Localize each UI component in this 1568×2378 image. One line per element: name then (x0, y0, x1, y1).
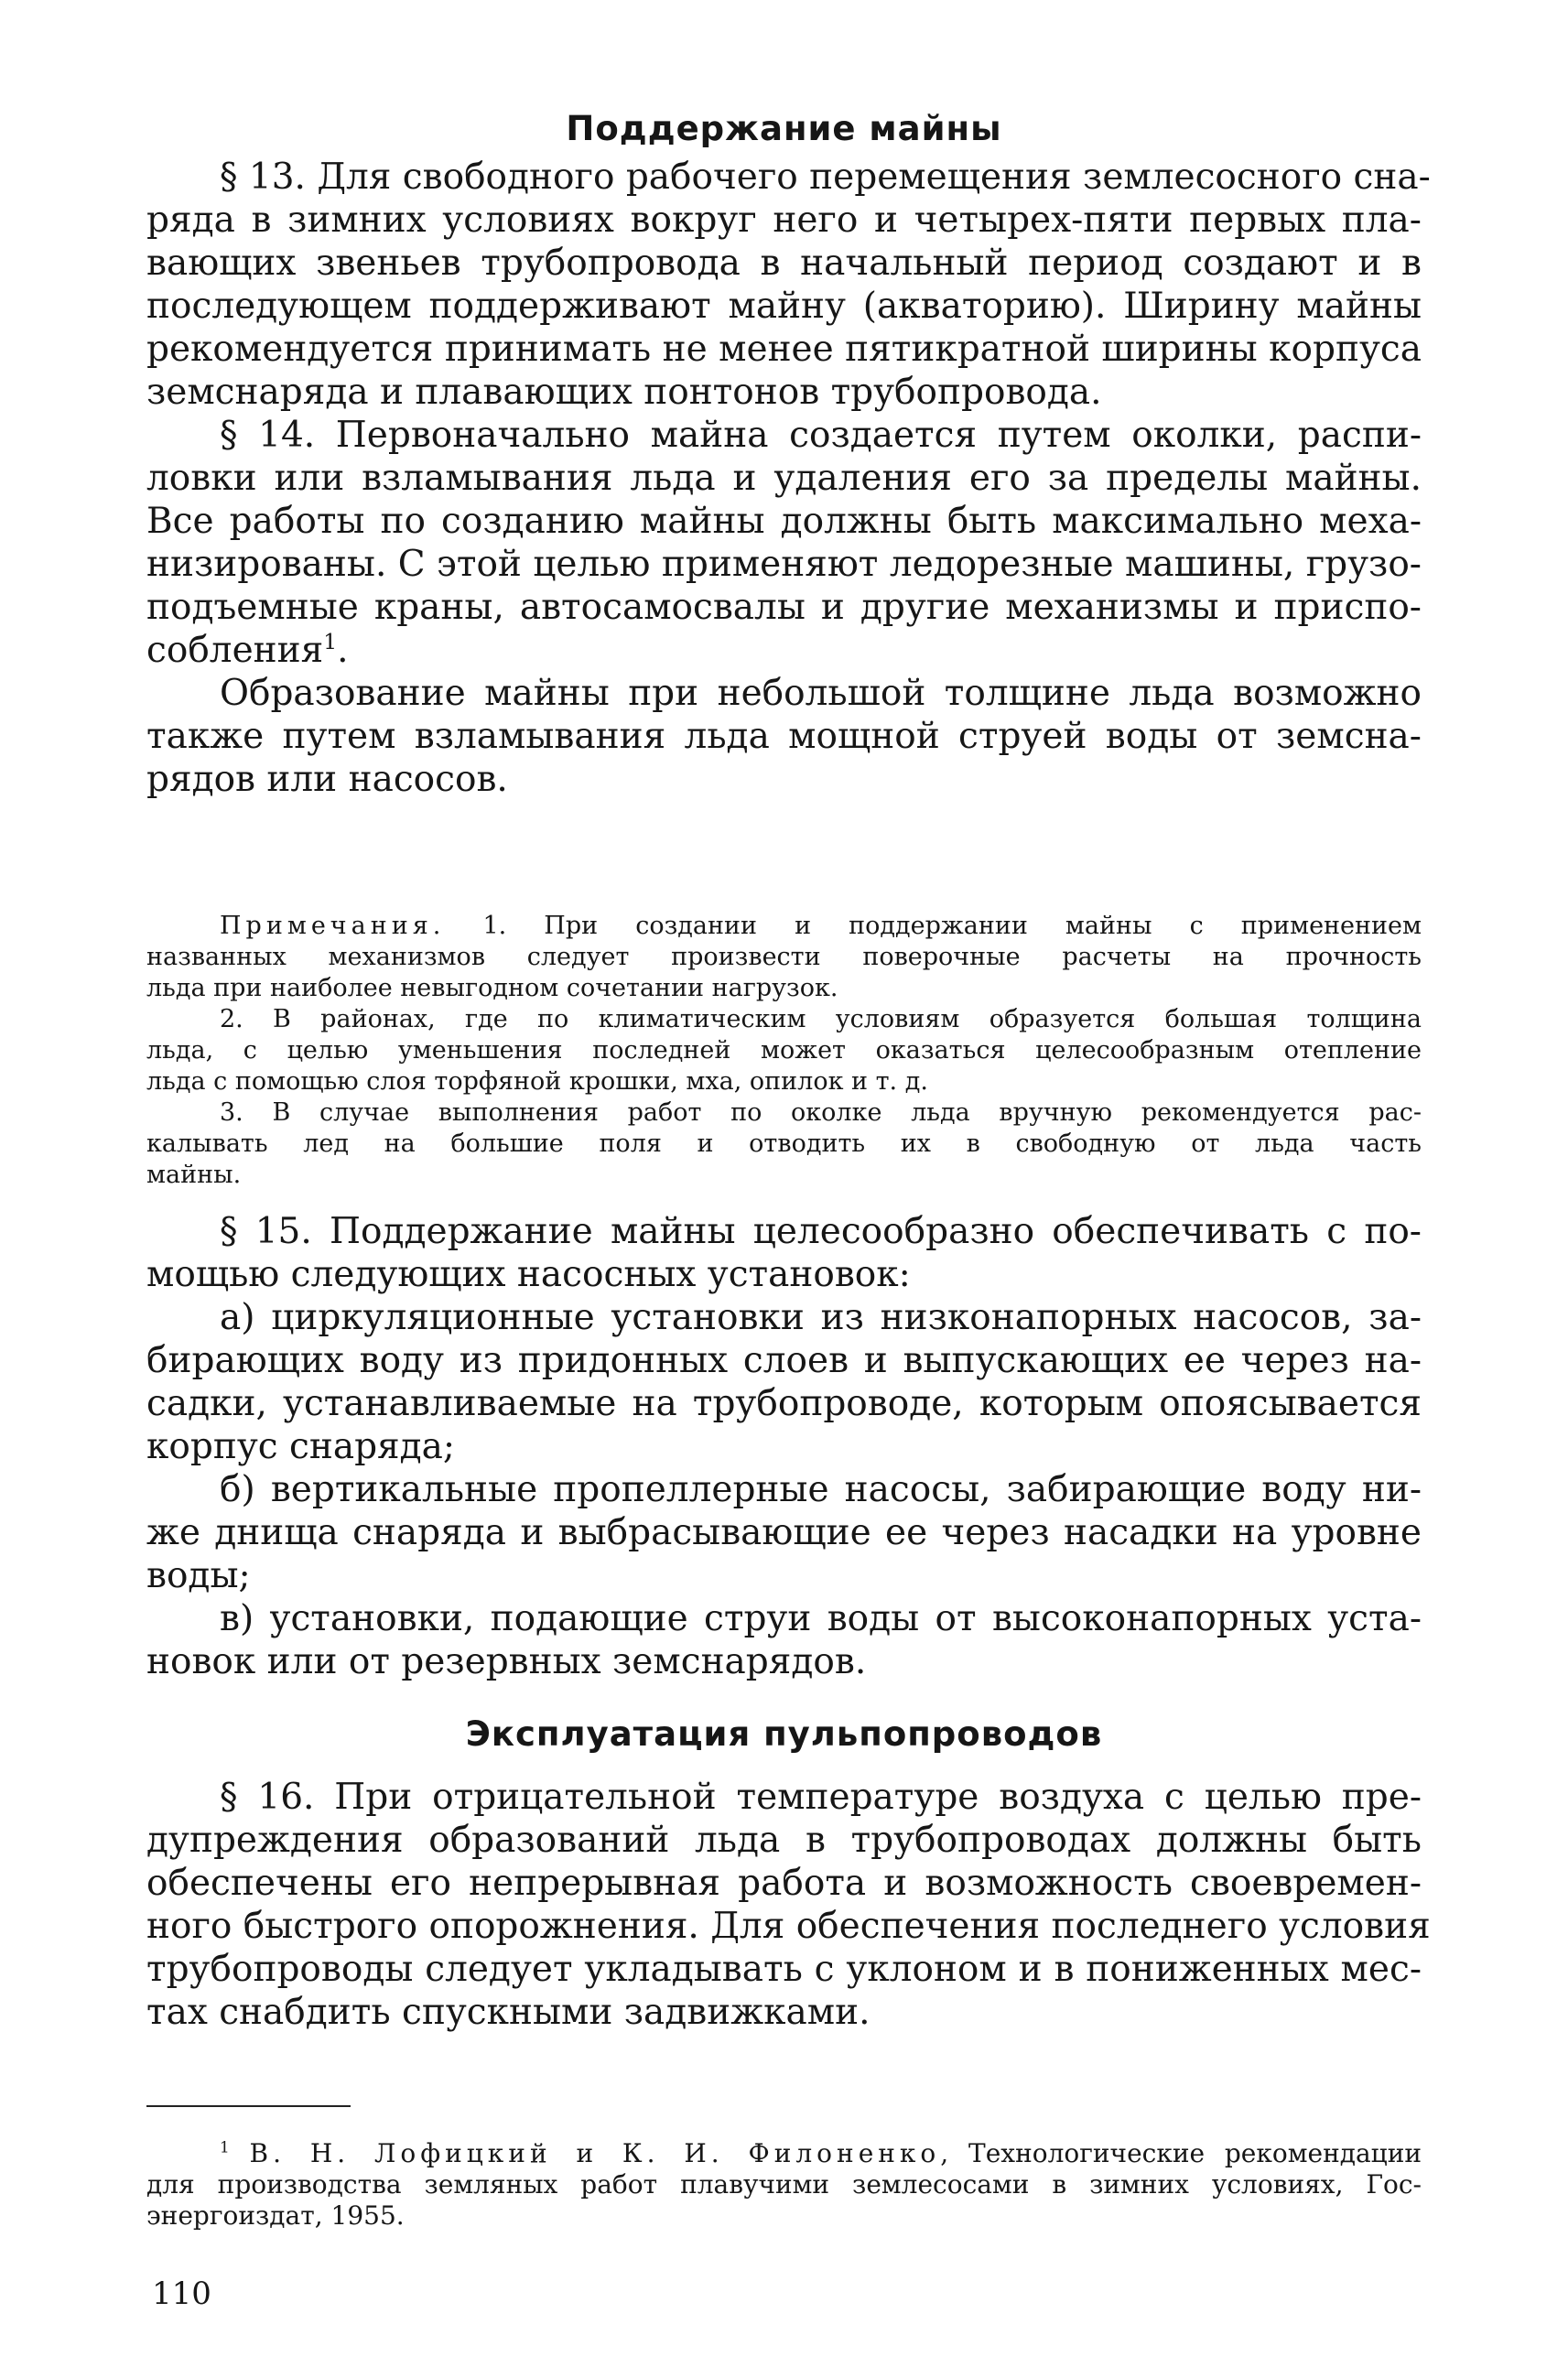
text-line: воды; (146, 1555, 251, 1596)
text-fragment: 1. При создании и поддержании майны с применением (445, 912, 1422, 940)
text-line: § 13. Для свободного рабочего перемещения землесосного сна- (220, 157, 1431, 198)
text-line: калывать лед на большие поля и отводить их в свободную от льда часть (146, 1130, 1422, 1158)
text-line: 2. В районах, где по климатическим условиям образуется большая толщина (220, 1005, 1422, 1033)
text-line: для производства земляных работ плавучими землесосами в зимних условиях, Гос- (146, 2169, 1422, 2200)
text-line: земснаряда и плавающих понтонов трубопровода. (146, 372, 1102, 413)
text-line: § 15. Поддержание майны целесообразно обеспечивать с по- (220, 1211, 1422, 1252)
text-line: бирающих воду из придонных слоев и выпускающих ее через на- (146, 1340, 1422, 1381)
footnote (146, 2138, 1422, 2232)
paragraph-13 (146, 156, 1431, 801)
text-line: садки, устанавливаемые на трубопроводе, которым опоясывается (146, 1383, 1422, 1424)
text-line: энергоиздат, 1955. (146, 2200, 405, 2231)
text-line: майны. (146, 1161, 242, 1189)
text-line: новок или от резервных земснарядов. (146, 1641, 867, 1682)
notes-label: Примечания. (220, 912, 446, 940)
text-line: льда с помощью слоя торфяной крошки, мха, опилок и т. д. (146, 1067, 928, 1096)
text-line: а) циркуляционные установки из низконапорных насосов, за- (220, 1297, 1422, 1338)
text-line (146, 911, 1422, 942)
page-number: 110 (152, 2275, 211, 2312)
text-line (146, 629, 1422, 672)
section-heading-pipelines: Эксплуатация пульпопроводов (465, 1714, 1103, 1754)
text-line: подъемные краны, автосамосвалы и другие механизмы и приспо- (146, 587, 1422, 628)
text-line: ного быстрого опорожнения. Для обеспечения последнего условия (146, 1906, 1431, 1947)
text-line: льда при наиболее невыгодном сочетании нагрузок. (146, 974, 838, 1002)
text-line: в) установки, подающие струи воды от высоконапорных уста- (220, 1598, 1422, 1639)
text-line: Образование майны при небольшой толщине льда возможно (220, 673, 1422, 714)
text-line: вающих звеньев трубопровода в начальный период создают и в (146, 243, 1422, 284)
text-fragment: собления (146, 630, 324, 671)
text-line: последующем поддерживают майну (акваторию). Ширину майны (146, 286, 1422, 327)
text-line: трубопроводы следует укладывать с уклоном и в пониженных мес- (146, 1949, 1422, 1990)
footnote-divider (146, 2105, 351, 2107)
text-line: б) вертикальные пропеллерные насосы, забирающие воду ни- (220, 1469, 1422, 1510)
section-heading-maintenance: Поддержание майны (566, 109, 1002, 148)
text-line: ряда в зимних условиях вокруг него и четырех-пяти первых пла- (146, 200, 1422, 241)
text-line: рекомендуется принимать не менее пятикратной ширины корпуса (146, 329, 1422, 370)
text-fragment: . (337, 630, 349, 671)
footnote-mark: 1 (220, 2137, 230, 2156)
text-line: также путем взламывания льда мощной струей воды от земсна- (146, 716, 1422, 757)
text-line (146, 2138, 1422, 2169)
text-line: § 14. Первоначально майна создается путем околки, распи- (220, 415, 1422, 456)
paragraph-16 (146, 1776, 1431, 2034)
text-line: рядов или насосов. (146, 759, 508, 800)
text-line: корпус снаряда; (146, 1426, 456, 1467)
text-line: обеспечены его непрерывная работа и возможность своевремен- (146, 1863, 1422, 1904)
text-line: дупреждения образований льда в трубопроводах должны быть (146, 1820, 1422, 1861)
text-line: названных механизмов следует произвести поверочные расчеты на прочность (146, 943, 1422, 971)
footnote-reference: 1 (323, 629, 338, 654)
text-fragment: , Технологические рекомендации (940, 2138, 1422, 2168)
text-line: Все работы по созданию майны должны быть максимально меха- (146, 501, 1422, 542)
text-line: льда, с целью уменьшения последней может оказаться целесообразным отепление (146, 1036, 1422, 1065)
text-line: низированы. С этой целью применяют ледорезные машины, грузо- (146, 544, 1422, 585)
text-line: § 16. При отрицательной температуре воздуха с целью пре- (220, 1777, 1422, 1818)
text-line: 3. В случае выполнения работ по околке льда вручную рекомендуется рас- (220, 1098, 1422, 1127)
footnote-authors: В. Н. Лофицкий и К. И. Филоненко (249, 2138, 941, 2168)
text-line: тах снабдить спускными задвижками. (146, 1992, 871, 2033)
text-line: же днища снаряда и выбрасывающие ее через насадки на уровне (146, 1512, 1422, 1553)
paragraph-15 (146, 1210, 1422, 1683)
text-line: ловки или взламывания льда и удаления его за пределы майны. (146, 458, 1422, 499)
notes-block (146, 911, 1422, 1191)
text-line: мощью следующих насосных установок: (146, 1254, 911, 1295)
